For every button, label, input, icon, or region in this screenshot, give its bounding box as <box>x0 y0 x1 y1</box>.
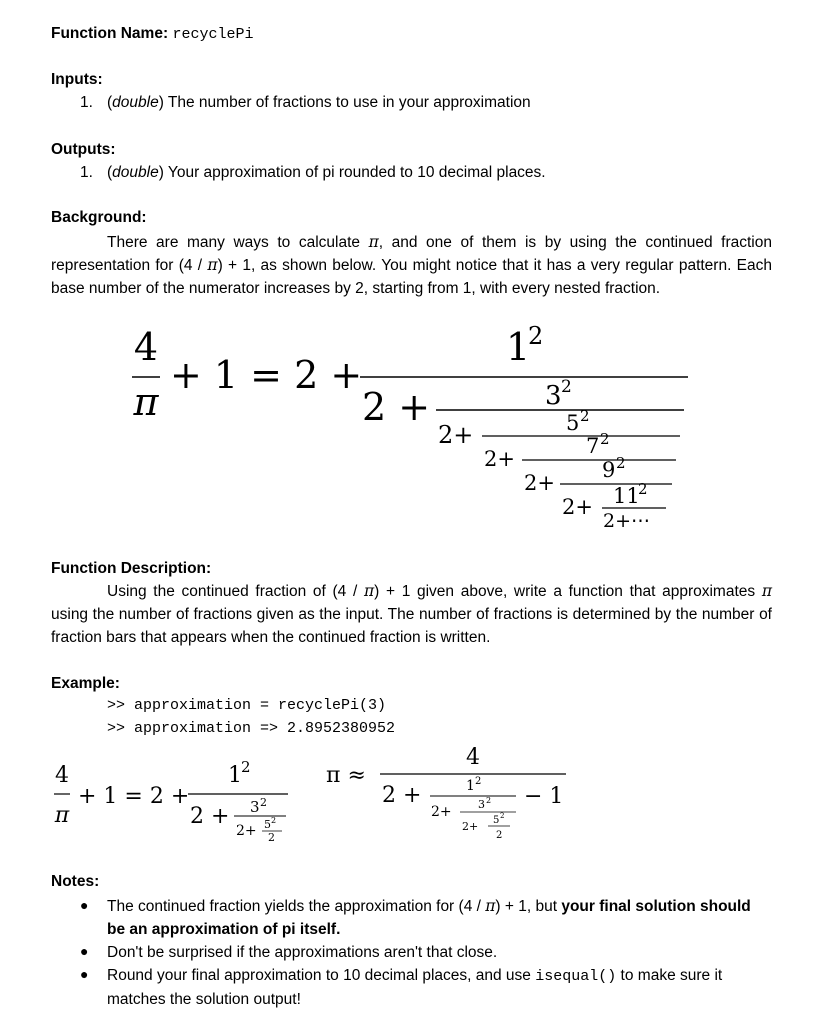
outputs-item-text: Your approximation of pi rounded to 10 decimal places. <box>167 164 546 181</box>
inputs-item-type: double <box>112 94 159 111</box>
two-plus-3: 2+ <box>484 447 515 471</box>
fd-text-a: Using the continued fraction of (4 / <box>107 583 364 600</box>
background-text-a: There are many ways to calculate <box>107 234 369 251</box>
ex-left-num4: 4 <box>55 763 69 788</box>
ex-left-n1: 1 <box>228 763 242 788</box>
note1-bold: your final solution should be an approximation of pi itself. <box>107 898 751 938</box>
inputs-item-num: 1. <box>80 94 93 111</box>
continued-fraction-formula <box>0 320 835 535</box>
pi-symbol: π <box>485 897 496 915</box>
exponent-3: 2 <box>561 377 572 397</box>
numerator-9: 9 <box>602 458 616 482</box>
function-name-value: recyclePi <box>172 26 254 43</box>
ex-right-tps: 2+ <box>431 804 452 820</box>
note3-text-b: to make sure it matches the solution output! <box>107 967 723 1008</box>
ex-left-pi: π <box>54 803 70 828</box>
two-plus-4: 2+ <box>524 471 555 495</box>
example-code-line-1: >> approximation = recyclePi(3) <box>107 697 387 714</box>
pi-symbol: π <box>761 582 772 600</box>
ex-right-tp: 2 + <box>382 783 422 808</box>
ex-right-lhs: π ≈ <box>326 763 366 788</box>
ex-right-den: 2 <box>496 830 503 841</box>
bullet-icon: ● <box>80 966 89 982</box>
notes-item-1 <box>107 895 772 941</box>
ex-right-num4: 4 <box>466 745 480 770</box>
background-text-c: ) + 1, as shown below. You might notice that it has a very regular pattern. Each base number of the numerator increases by 2, starting from 1, with every nested fraction. <box>51 257 772 297</box>
notes-item-2: Don't be surprised if the approximations aren't that close. <box>107 944 498 961</box>
note1-text-a: The continued fraction yields the approximation for (4 / <box>107 898 486 915</box>
note3-text-a: Round your final approximation to 10 decimal places, and use <box>107 967 536 984</box>
numerator-7: 7 <box>586 434 600 458</box>
notes-heading: Notes: <box>51 873 100 890</box>
fd-text-c: using the number of fractions given as the input. The number of fractions is determined by the number of fraction bars that appears when the continued fraction is written. <box>51 606 772 646</box>
numerator-3: 3 <box>545 381 562 411</box>
inputs-item-text: The number of fractions to use in your approximation <box>167 94 531 111</box>
note3-code: isequal() <box>535 968 617 985</box>
function-description-heading: Function Description: <box>51 560 212 577</box>
notes-item-3 <box>107 964 772 1011</box>
ex-right-exp3: 2 <box>486 796 492 805</box>
numerator-1: 1 <box>506 325 531 369</box>
ex-right-exp1: 2 <box>475 776 482 787</box>
ex-left-eq: + 1 = 2 + <box>78 784 190 809</box>
two-plus-2: 2+ <box>438 421 474 449</box>
pi-symbol: π <box>207 256 218 274</box>
inputs-item: (double) The number of fractions to use in your approximation <box>107 94 531 111</box>
ex-left-den: 2 <box>268 831 275 844</box>
note1-text-b: ) + 1, but <box>495 898 562 915</box>
ex-left-n3: 3 <box>250 798 260 816</box>
inputs-heading: Inputs: <box>51 71 103 88</box>
fd-text-b: ) + 1 given above, write a function that approximates <box>374 583 762 600</box>
ex-right-tps2: 2+ <box>462 820 479 833</box>
numerator-5: 5 <box>566 411 580 435</box>
ex-left-exp1: 2 <box>241 758 251 776</box>
ex-left-tps: 2+ <box>236 823 257 839</box>
ex-right-n1: 1 <box>466 778 475 794</box>
exponent-11: 2 <box>638 480 648 498</box>
two-plus-1: 2 + <box>362 385 431 429</box>
outputs-item-num: 1. <box>80 164 93 181</box>
bullet-icon: ● <box>80 897 89 913</box>
function-description-paragraph <box>51 580 772 649</box>
background-text-b: , and one of them is by using the continued fraction representation for (4 / <box>51 234 772 274</box>
function-name-line <box>51 25 253 43</box>
ex-left-exp3: 2 <box>260 796 267 809</box>
outputs-item-type: double <box>112 164 159 181</box>
exponent-9: 2 <box>616 454 626 472</box>
two-plus-5: 2+ <box>562 495 593 519</box>
example-right-formula <box>320 740 580 850</box>
function-name-label: Function Name: <box>51 25 169 42</box>
pi-symbol: π <box>363 582 375 600</box>
ex-right-n5: 5 <box>493 815 500 826</box>
exponent-1: 2 <box>528 322 544 350</box>
example-heading: Example: <box>51 675 120 692</box>
lhs-numerator: 4 <box>133 325 159 369</box>
background-paragraph <box>51 231 772 300</box>
ex-left-exp5: 2 <box>271 816 277 825</box>
lhs-denominator: π <box>133 380 159 424</box>
ex-left-tp: 2 + <box>190 804 230 829</box>
outputs-heading: Outputs: <box>51 141 116 158</box>
ex-left-n5: 5 <box>264 818 271 831</box>
outputs-item: (double) Your approximation of pi rounded to 10 decimal places. <box>107 164 546 181</box>
exponent-7: 2 <box>600 430 610 448</box>
bullet-icon: ● <box>80 943 89 959</box>
ex-right-minus: − 1 <box>524 784 564 809</box>
background-heading: Background: <box>51 209 147 226</box>
numerator-11: 11 <box>613 484 640 508</box>
exponent-5: 2 <box>580 407 590 425</box>
tail-term: 2+⋯ <box>603 510 651 532</box>
ex-right-exp5: 2 <box>500 812 505 820</box>
example-left-formula <box>0 740 330 850</box>
lhs-equation: + 1 = 2 + <box>170 353 363 397</box>
pi-symbol: π <box>368 233 379 251</box>
ex-right-n3: 3 <box>478 798 485 811</box>
example-code-line-2: >> approximation => 2.8952380952 <box>107 720 396 737</box>
